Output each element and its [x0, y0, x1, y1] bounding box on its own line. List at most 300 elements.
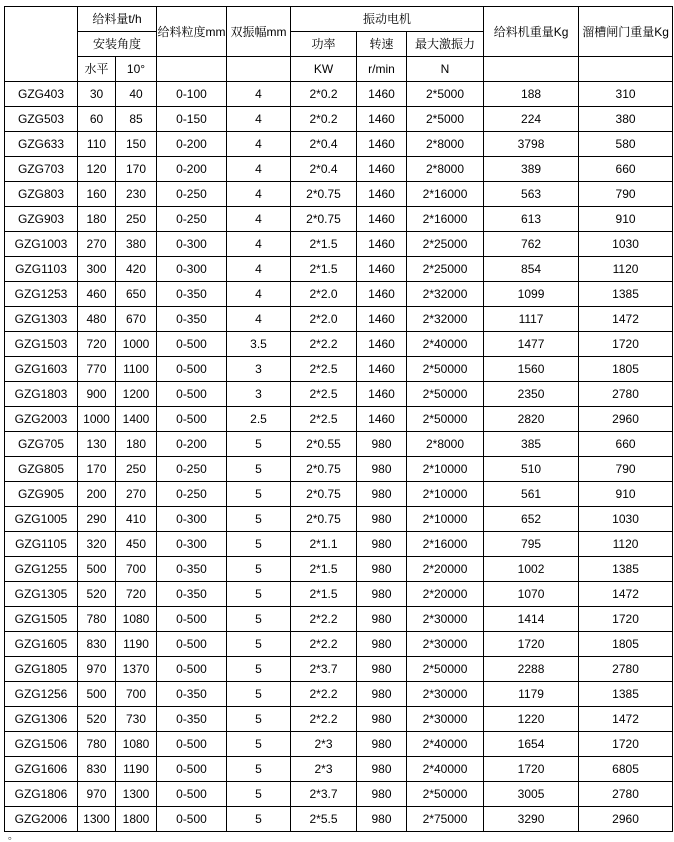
cell-feed_horizontal: 970: [78, 782, 116, 807]
cell-power: 2*0.75: [291, 207, 357, 232]
table-row: [5, 732, 673, 757]
cell-granularity: 0-350: [157, 307, 227, 332]
cell-feed_horizontal: 500: [78, 557, 116, 582]
cell-chute_weight: 1720: [579, 332, 673, 357]
cell-feed_10deg: 670: [116, 307, 157, 332]
cell-exciting_force: 2*16000: [407, 182, 484, 207]
table-row: [5, 407, 673, 432]
cell-model: GZG1505: [5, 607, 78, 632]
cell-speed: 980: [357, 457, 407, 482]
table-row: [5, 657, 673, 682]
cell-feed_horizontal: 170: [78, 457, 116, 482]
cell-feeder_weight: 385: [484, 432, 579, 457]
cell-chute_weight: 1472: [579, 707, 673, 732]
cell-model: GZG1305: [5, 582, 78, 607]
cell-feeder_weight: 613: [484, 207, 579, 232]
cell-exciting_force: 2*20000: [407, 557, 484, 582]
cell-chute_weight: 1385: [579, 282, 673, 307]
cell-speed: 1460: [357, 282, 407, 307]
cell-chute_weight: 1805: [579, 632, 673, 657]
cell-model: GZG1806: [5, 782, 78, 807]
cell-speed: 980: [357, 432, 407, 457]
cell-model: GZG633: [5, 132, 78, 157]
cell-model: GZG803: [5, 182, 78, 207]
cell-speed: 1460: [357, 182, 407, 207]
table-body: [5, 82, 673, 832]
cell-model: GZG503: [5, 107, 78, 132]
cell-exciting_force: 2*32000: [407, 307, 484, 332]
cell-power: 2*0.2: [291, 107, 357, 132]
cell-power: 2*2.2: [291, 682, 357, 707]
cell-chute_weight: 1030: [579, 507, 673, 532]
cell-chute_weight: 2780: [579, 382, 673, 407]
cell-chute_weight: 380: [579, 107, 673, 132]
header-max-exciting-force: 最大激振力: [407, 32, 484, 57]
cell-exciting_force: 2*50000: [407, 357, 484, 382]
cell-chute_weight: 790: [579, 457, 673, 482]
cell-feed_horizontal: 320: [78, 532, 116, 557]
cell-exciting_force: 2*8000: [407, 157, 484, 182]
cell-model: GZG1253: [5, 282, 78, 307]
cell-feeder_weight: 1070: [484, 582, 579, 607]
cell-feed_10deg: 40: [116, 82, 157, 107]
cell-speed: 980: [357, 632, 407, 657]
cell-speed: 980: [357, 557, 407, 582]
cell-granularity: 0-250: [157, 457, 227, 482]
cell-feed_10deg: 150: [116, 132, 157, 157]
cell-exciting_force: 2*40000: [407, 732, 484, 757]
cell-model: GZG1503: [5, 332, 78, 357]
cell-feed_horizontal: 500: [78, 682, 116, 707]
cell-speed: 1460: [357, 382, 407, 407]
cell-feed_horizontal: 300: [78, 257, 116, 282]
cell-power: 2*3: [291, 732, 357, 757]
table-row: [5, 107, 673, 132]
cell-power: 2*2.2: [291, 332, 357, 357]
cell-amplitude: 4: [227, 82, 291, 107]
cell-exciting_force: 2*50000: [407, 782, 484, 807]
table-row: [5, 232, 673, 257]
cell-feed_10deg: 230: [116, 182, 157, 207]
cell-chute_weight: 1030: [579, 232, 673, 257]
cell-power: 2*3.7: [291, 657, 357, 682]
cell-feeder_weight: 3005: [484, 782, 579, 807]
cell-granularity: 0-500: [157, 407, 227, 432]
cell-feed_horizontal: 480: [78, 307, 116, 332]
cell-feeder_weight: 561: [484, 482, 579, 507]
header-angle-10deg: 10°: [116, 57, 157, 82]
cell-feed_horizontal: 520: [78, 582, 116, 607]
cell-speed: 980: [357, 607, 407, 632]
cell-model: GZG1506: [5, 732, 78, 757]
cell-amplitude: 5: [227, 582, 291, 607]
cell-amplitude: 5: [227, 532, 291, 557]
cell-power: 2*0.75: [291, 482, 357, 507]
header-speed: 转速: [357, 32, 407, 57]
cell-feed_10deg: 270: [116, 482, 157, 507]
cell-amplitude: 3: [227, 382, 291, 407]
cell-exciting_force: 2*5000: [407, 107, 484, 132]
cell-amplitude: 5: [227, 607, 291, 632]
table-row: [5, 782, 673, 807]
cell-feed_horizontal: 780: [78, 607, 116, 632]
cell-feed_horizontal: 520: [78, 707, 116, 732]
cell-power: 2*3: [291, 757, 357, 782]
cell-exciting_force: 2*40000: [407, 332, 484, 357]
cell-chute_weight: 790: [579, 182, 673, 207]
cell-model: GZG1303: [5, 307, 78, 332]
cell-model: GZG705: [5, 432, 78, 457]
cell-speed: 980: [357, 732, 407, 757]
cell-amplitude: 5: [227, 482, 291, 507]
cell-model: GZG1256: [5, 682, 78, 707]
cell-amplitude: 5: [227, 732, 291, 757]
header-amplitude-spacer: [227, 57, 291, 82]
cell-granularity: 0-350: [157, 582, 227, 607]
cell-feed_horizontal: 970: [78, 657, 116, 682]
cell-feed_10deg: 730: [116, 707, 157, 732]
table-row: [5, 507, 673, 532]
cell-exciting_force: 2*16000: [407, 207, 484, 232]
cell-speed: 980: [357, 507, 407, 532]
cell-chute_weight: 6805: [579, 757, 673, 782]
cell-amplitude: 4: [227, 307, 291, 332]
cell-speed: 980: [357, 707, 407, 732]
cell-feeder_weight: 762: [484, 232, 579, 257]
cell-power: 2*0.4: [291, 157, 357, 182]
table-row: [5, 282, 673, 307]
cell-model: GZG1605: [5, 632, 78, 657]
cell-power: 2*2.2: [291, 707, 357, 732]
table-row: [5, 157, 673, 182]
cell-amplitude: 3.5: [227, 332, 291, 357]
cell-granularity: 0-200: [157, 432, 227, 457]
cell-feed_10deg: 420: [116, 257, 157, 282]
header-chute-weight-spacer: [579, 57, 673, 82]
cell-feed_horizontal: 1300: [78, 807, 116, 832]
cell-speed: 1460: [357, 207, 407, 232]
cell-chute_weight: 910: [579, 207, 673, 232]
cell-amplitude: 5: [227, 632, 291, 657]
cell-chute_weight: 1472: [579, 307, 673, 332]
cell-power: 2*2.5: [291, 382, 357, 407]
cell-chute_weight: 1472: [579, 582, 673, 607]
header-feeder-weight-spacer: [484, 57, 579, 82]
cell-amplitude: 4: [227, 132, 291, 157]
cell-feed_horizontal: 120: [78, 157, 116, 182]
cell-feed_10deg: 170: [116, 157, 157, 182]
cell-model: GZG903: [5, 207, 78, 232]
cell-amplitude: 4: [227, 232, 291, 257]
cell-granularity: 0-500: [157, 357, 227, 382]
header-horizontal: 水平: [78, 57, 116, 82]
cell-amplitude: 4: [227, 107, 291, 132]
cell-amplitude: 4: [227, 257, 291, 282]
specification-table: [4, 6, 673, 832]
cell-exciting_force: 2*30000: [407, 632, 484, 657]
table-row: [5, 607, 673, 632]
cell-speed: 980: [357, 682, 407, 707]
cell-power: 2*2.0: [291, 307, 357, 332]
cell-amplitude: 5: [227, 507, 291, 532]
header-force-unit: N: [407, 57, 484, 82]
cell-amplitude: 5: [227, 657, 291, 682]
cell-feeder_weight: 1654: [484, 732, 579, 757]
header-blank-corner: [5, 7, 78, 82]
cell-feeder_weight: 1477: [484, 332, 579, 357]
cell-feed_horizontal: 780: [78, 732, 116, 757]
table-row: [5, 207, 673, 232]
cell-feed_horizontal: 160: [78, 182, 116, 207]
cell-chute_weight: 1120: [579, 257, 673, 282]
cell-feed_10deg: 650: [116, 282, 157, 307]
cell-granularity: 0-250: [157, 182, 227, 207]
cell-feeder_weight: 563: [484, 182, 579, 207]
header-granularity-spacer: [157, 57, 227, 82]
cell-amplitude: 4: [227, 157, 291, 182]
cell-granularity: 0-250: [157, 482, 227, 507]
cell-feeder_weight: 795: [484, 532, 579, 557]
cell-feed_horizontal: 720: [78, 332, 116, 357]
table-row: [5, 532, 673, 557]
cell-granularity: 0-200: [157, 157, 227, 182]
cell-feed_10deg: 720: [116, 582, 157, 607]
cell-granularity: 0-350: [157, 282, 227, 307]
cell-granularity: 0-350: [157, 682, 227, 707]
cell-feed_10deg: 1370: [116, 657, 157, 682]
table-row: [5, 357, 673, 382]
cell-chute_weight: 2960: [579, 407, 673, 432]
cell-power: 2*3.7: [291, 782, 357, 807]
header-vibration-motor: 振动电机: [291, 7, 484, 32]
cell-model: GZG1803: [5, 382, 78, 407]
cell-feeder_weight: 3290: [484, 807, 579, 832]
cell-exciting_force: 2*75000: [407, 807, 484, 832]
cell-granularity: 0-500: [157, 757, 227, 782]
cell-chute_weight: 910: [579, 482, 673, 507]
cell-amplitude: 2.5: [227, 407, 291, 432]
table-row: [5, 682, 673, 707]
cell-amplitude: 4: [227, 282, 291, 307]
cell-feeder_weight: 1117: [484, 307, 579, 332]
cell-power: 2*0.2: [291, 82, 357, 107]
table-row: [5, 182, 673, 207]
cell-feed_horizontal: 200: [78, 482, 116, 507]
cell-feeder_weight: 389: [484, 157, 579, 182]
cell-feeder_weight: 2288: [484, 657, 579, 682]
cell-feed_10deg: 450: [116, 532, 157, 557]
cell-chute_weight: 1385: [579, 557, 673, 582]
cell-speed: 980: [357, 757, 407, 782]
cell-model: GZG2003: [5, 407, 78, 432]
cell-amplitude: 4: [227, 182, 291, 207]
header-feed-rate: 给料量t/h: [78, 7, 157, 32]
cell-speed: 980: [357, 582, 407, 607]
cell-power: 2*0.55: [291, 432, 357, 457]
cell-amplitude: 5: [227, 757, 291, 782]
cell-feeder_weight: 188: [484, 82, 579, 107]
cell-feed_10deg: 180: [116, 432, 157, 457]
cell-speed: 980: [357, 782, 407, 807]
table-row: [5, 82, 673, 107]
cell-exciting_force: 2*30000: [407, 707, 484, 732]
cell-granularity: 0-500: [157, 782, 227, 807]
cell-granularity: 0-200: [157, 132, 227, 157]
cell-speed: 1460: [357, 257, 407, 282]
table-row: [5, 482, 673, 507]
cell-granularity: 0-350: [157, 707, 227, 732]
header-feed-granularity: 给料粒度mm: [157, 7, 227, 57]
cell-granularity: 0-350: [157, 557, 227, 582]
table-row: [5, 807, 673, 832]
cell-chute_weight: 580: [579, 132, 673, 157]
cell-model: GZG1603: [5, 357, 78, 382]
cell-chute_weight: 1720: [579, 732, 673, 757]
cell-feed_10deg: 1400: [116, 407, 157, 432]
cell-feed_10deg: 1080: [116, 732, 157, 757]
cell-feed_10deg: 1100: [116, 357, 157, 382]
cell-power: 2*0.75: [291, 457, 357, 482]
table-row: [5, 757, 673, 782]
cell-chute_weight: 660: [579, 157, 673, 182]
cell-power: 2*0.75: [291, 182, 357, 207]
cell-feeder_weight: 652: [484, 507, 579, 532]
cell-model: GZG1103: [5, 257, 78, 282]
cell-amplitude: 5: [227, 557, 291, 582]
cell-speed: 980: [357, 657, 407, 682]
header-feeder-weight: 给料机重量Kg: [484, 7, 579, 57]
cell-feed_horizontal: 130: [78, 432, 116, 457]
cell-exciting_force: 2*25000: [407, 232, 484, 257]
cell-granularity: 0-300: [157, 232, 227, 257]
cell-amplitude: 5: [227, 782, 291, 807]
cell-model: GZG1005: [5, 507, 78, 532]
cell-model: GZG1255: [5, 557, 78, 582]
cell-speed: 1460: [357, 82, 407, 107]
cell-exciting_force: 2*25000: [407, 257, 484, 282]
cell-feeder_weight: 1099: [484, 282, 579, 307]
cell-feed_horizontal: 60: [78, 107, 116, 132]
table-row: [5, 632, 673, 657]
cell-feed_10deg: 1800: [116, 807, 157, 832]
cell-granularity: 0-500: [157, 607, 227, 632]
cell-exciting_force: 2*10000: [407, 507, 484, 532]
cell-exciting_force: 2*20000: [407, 582, 484, 607]
cell-feed_10deg: 700: [116, 557, 157, 582]
table-row: [5, 432, 673, 457]
cell-granularity: 0-500: [157, 807, 227, 832]
cell-power: 2*2.5: [291, 407, 357, 432]
cell-granularity: 0-500: [157, 332, 227, 357]
cell-power: 2*2.2: [291, 607, 357, 632]
cell-exciting_force: 2*8000: [407, 132, 484, 157]
cell-granularity: 0-300: [157, 507, 227, 532]
cell-granularity: 0-500: [157, 657, 227, 682]
cell-granularity: 0-300: [157, 532, 227, 557]
cell-speed: 1460: [357, 307, 407, 332]
cell-power: 2*1.5: [291, 557, 357, 582]
cell-speed: 1460: [357, 157, 407, 182]
cell-feed_10deg: 85: [116, 107, 157, 132]
cell-exciting_force: 2*10000: [407, 482, 484, 507]
cell-model: GZG1606: [5, 757, 78, 782]
cell-speed: 1460: [357, 407, 407, 432]
cell-amplitude: 5: [227, 457, 291, 482]
cell-speed: 1460: [357, 332, 407, 357]
cell-feed_horizontal: 900: [78, 382, 116, 407]
cell-feed_10deg: 1080: [116, 607, 157, 632]
cell-feed_horizontal: 460: [78, 282, 116, 307]
cell-feed_horizontal: 110: [78, 132, 116, 157]
cell-exciting_force: 2*8000: [407, 432, 484, 457]
cell-model: GZG1105: [5, 532, 78, 557]
table-row: [5, 132, 673, 157]
cell-granularity: 0-500: [157, 382, 227, 407]
cell-feed_horizontal: 770: [78, 357, 116, 382]
cell-model: GZG703: [5, 157, 78, 182]
cell-power: 2*5.5: [291, 807, 357, 832]
cell-model: GZG1805: [5, 657, 78, 682]
cell-model: GZG1003: [5, 232, 78, 257]
cell-model: GZG1306: [5, 707, 78, 732]
cell-feeder_weight: 1560: [484, 357, 579, 382]
table-row: [5, 332, 673, 357]
cell-granularity: 0-500: [157, 732, 227, 757]
cell-exciting_force: 2*50000: [407, 382, 484, 407]
header-double-amplitude: 双振幅mm: [227, 7, 291, 57]
cell-feeder_weight: 224: [484, 107, 579, 132]
cell-feed_10deg: 410: [116, 507, 157, 532]
table-header: [5, 7, 673, 82]
cell-feed_horizontal: 180: [78, 207, 116, 232]
cell-chute_weight: 1120: [579, 532, 673, 557]
header-row-1: [5, 7, 673, 32]
cell-amplitude: 5: [227, 807, 291, 832]
cell-amplitude: 5: [227, 682, 291, 707]
cell-granularity: 0-250: [157, 207, 227, 232]
cell-model: GZG805: [5, 457, 78, 482]
cell-speed: 1460: [357, 232, 407, 257]
footer-mark: 。: [8, 831, 18, 842]
cell-power: 2*2.0: [291, 282, 357, 307]
cell-granularity: 0-300: [157, 257, 227, 282]
cell-chute_weight: 2780: [579, 657, 673, 682]
cell-model: GZG905: [5, 482, 78, 507]
cell-power: 2*1.1: [291, 532, 357, 557]
cell-amplitude: 3: [227, 357, 291, 382]
cell-granularity: 0-150: [157, 107, 227, 132]
cell-feed_10deg: 700: [116, 682, 157, 707]
cell-feeder_weight: 1414: [484, 607, 579, 632]
table-row: [5, 707, 673, 732]
cell-feed_horizontal: 270: [78, 232, 116, 257]
header-install-angle: 安装角度: [78, 32, 157, 57]
cell-power: 2*1.5: [291, 232, 357, 257]
cell-exciting_force: 2*30000: [407, 682, 484, 707]
table-row: [5, 307, 673, 332]
cell-exciting_force: 2*40000: [407, 757, 484, 782]
cell-chute_weight: 1720: [579, 607, 673, 632]
cell-power: 2*1.5: [291, 582, 357, 607]
header-power: 功率: [291, 32, 357, 57]
cell-feeder_weight: 2350: [484, 382, 579, 407]
cell-chute_weight: 660: [579, 432, 673, 457]
cell-exciting_force: 2*10000: [407, 457, 484, 482]
cell-exciting_force: 2*50000: [407, 657, 484, 682]
cell-feed_10deg: 1190: [116, 632, 157, 657]
cell-chute_weight: 1385: [579, 682, 673, 707]
table-row: [5, 257, 673, 282]
